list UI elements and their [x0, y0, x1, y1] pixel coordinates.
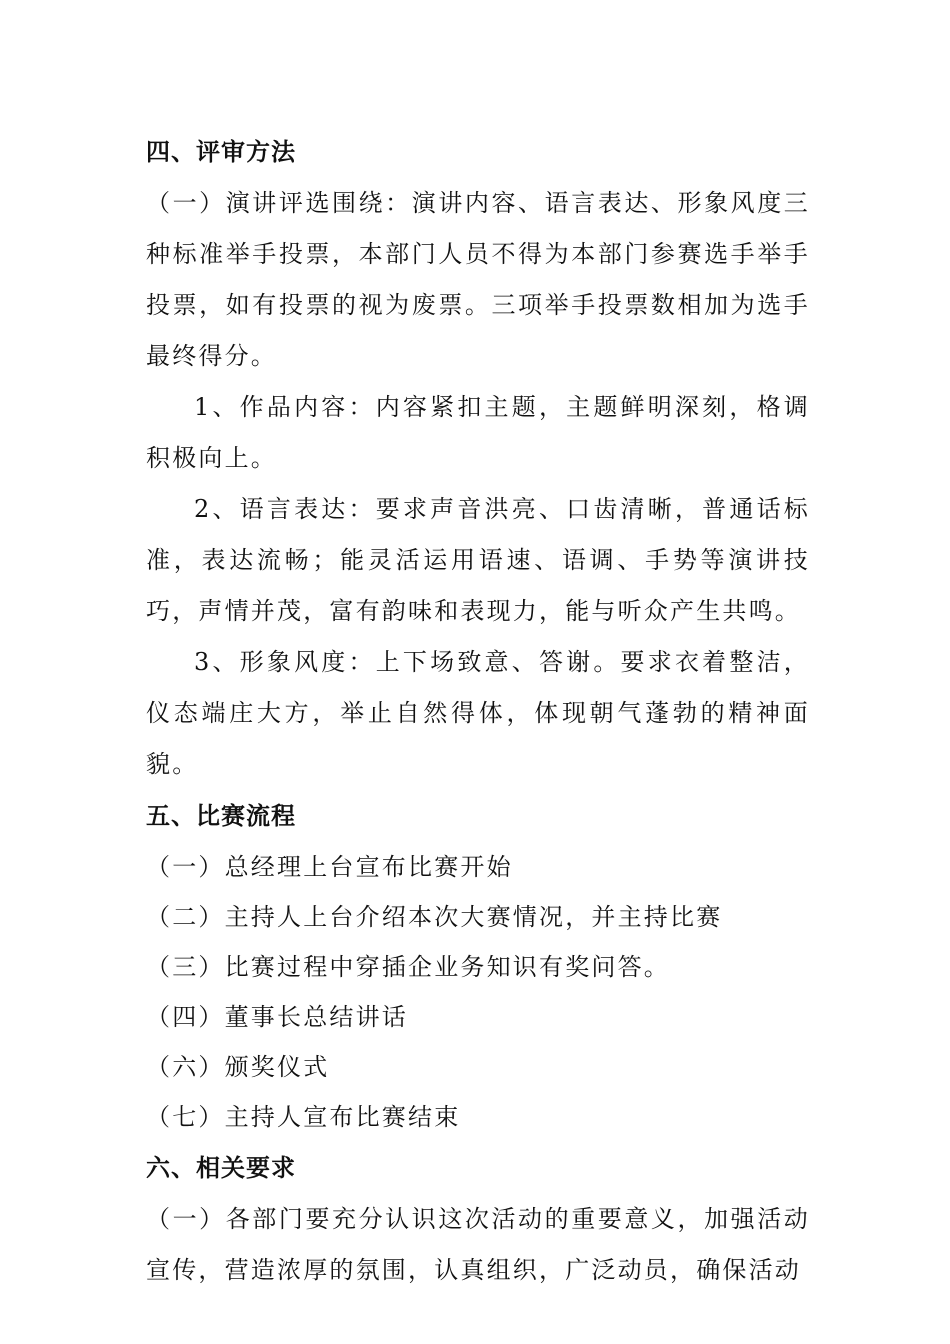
criterion-content: 1、作品内容：内容紧扣主题，主题鲜明深刻，格调积极向上。 — [146, 393, 810, 472]
process-step: （二）主持人上台介绍本次大赛情况，并主持比赛 — [146, 903, 723, 931]
section-heading-evaluation: 四、评审方法 — [146, 138, 296, 166]
evaluation-intro: （一）演讲评选围绕：演讲内容、语言表达、形象风度三种标准举手投票，本部门人员不得为本部门参赛选手举手投票，如有投票的视为废票。三项举手投票数相加为选手最终得分。 — [146, 189, 810, 370]
document-page — [146, 126, 810, 1296]
section-heading-process: 五、比赛流程 — [146, 802, 296, 830]
process-step: （六）颁奖仪式 — [146, 1053, 330, 1081]
section-heading-requirements: 六、相关要求 — [146, 1154, 296, 1182]
process-step: （四）董事长总结讲话 — [146, 1003, 408, 1031]
process-step: （一）总经理上台宣布比赛开始 — [146, 853, 513, 881]
process-step: （七）主持人宣布比赛结束 — [146, 1103, 461, 1131]
criterion-language: 2、语言表达：要求声音洪亮、口齿清晰，普通话标准，表达流畅；能灵活运用语速、语调、手势等演讲技巧，声情并茂，富有韵味和表现力，能与听众产生共鸣。 — [146, 495, 810, 625]
criterion-appearance: 3、形象风度：上下场致意、答谢。要求衣着整洁，仪态端庄大方，举止自然得体，体现朝气蓬勃的精神面貌。 — [146, 648, 810, 778]
process-step: （三）比赛过程中穿插企业务知识有奖问答。 — [146, 953, 670, 981]
requirement-item: （一）各部门要充分认识这次活动的重要意义，加强活动宣传，营造浓厚的氛围，认真组织，广泛动员，确保活动 — [146, 1205, 810, 1284]
